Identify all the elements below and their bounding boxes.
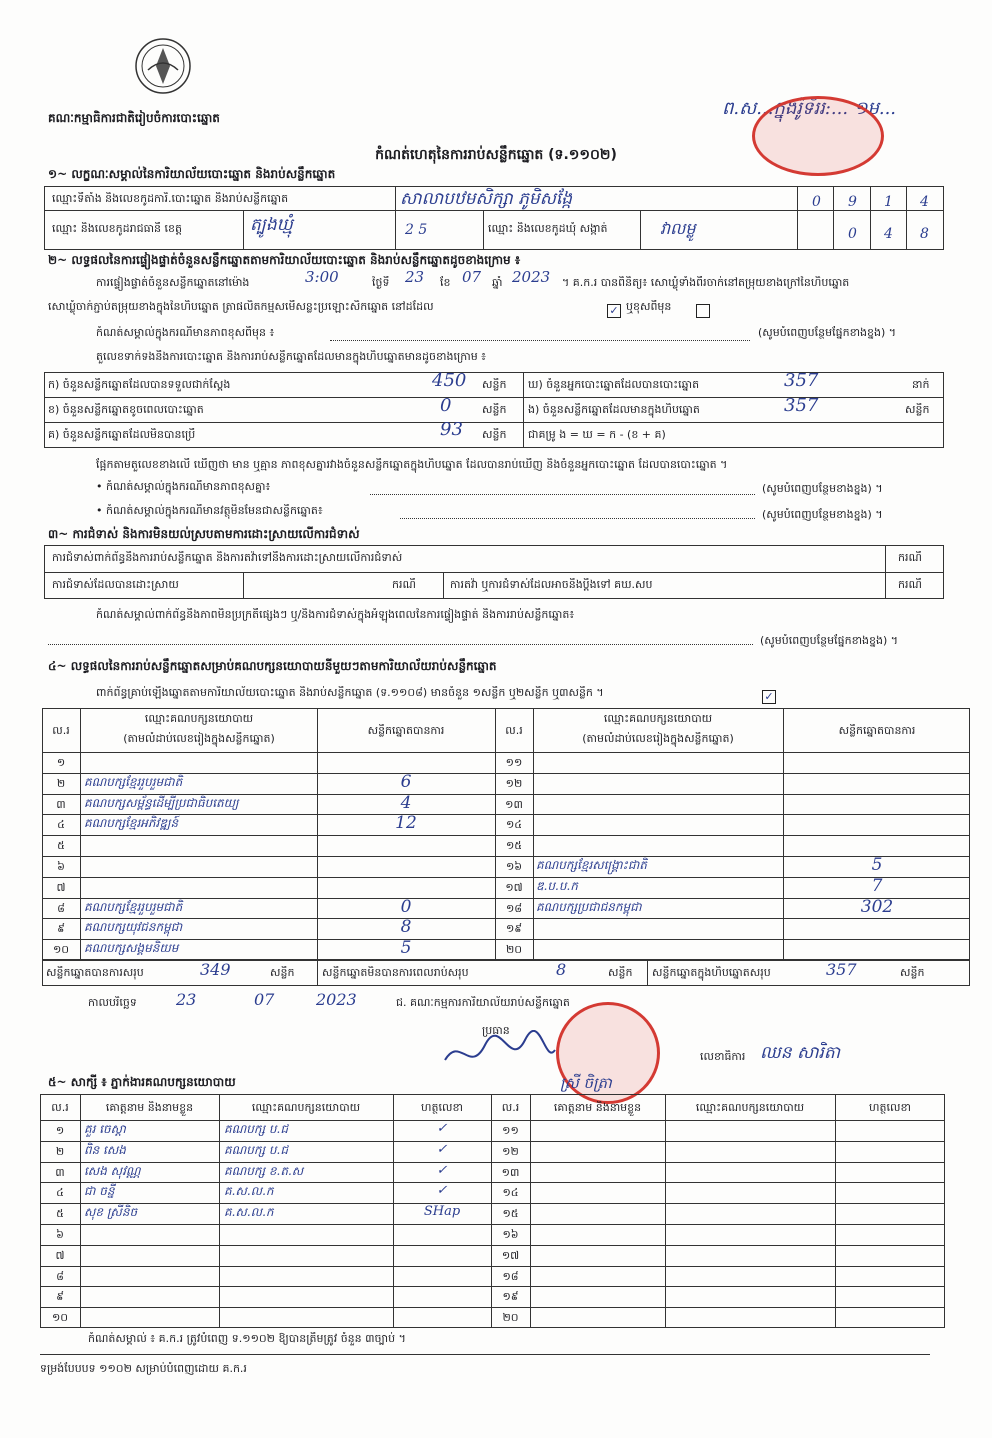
station-code-3: 1 (884, 194, 893, 210)
result-row-party: គណបក្សខ្មែរអភិវឌ្ឍន៍ (84, 816, 179, 831)
result-row-party: គណបក្សយុវជនកម្ពុជា (84, 920, 183, 935)
result-row-no: ២០ (505, 943, 523, 957)
s2-heading: ២~ លទ្ធផលនៃការផ្ទៀងផ្ទាត់ចំនួនសន្លឹកឆ្នោតតាមការិយាល័យបោះឆ្នោត និងរាប់សន្លឹកឆ្នោតដូចខាងក្រោម ៖ (48, 253, 521, 267)
unused-value: 93 (440, 419, 463, 440)
witness-row-no: ១២ (502, 1144, 519, 1158)
witness-col-no: ល.រ (51, 1101, 69, 1114)
form-code: ទម្រង់បែបបទ ១១០២ សម្រាប់បំពេញដោយ គ.ក.រ (40, 1362, 247, 1375)
in-box-unit: សន្លឹក (905, 403, 930, 416)
row-divider (40, 1266, 945, 1267)
result-row-no: ១២ (505, 776, 523, 790)
box-total-unit: សន្លឹក (900, 966, 925, 979)
witness-col-sign: ហត្ថលេខា (421, 1101, 463, 1114)
result-row-no: ១៨ (505, 901, 523, 915)
result-row-no: ១៣ (505, 797, 523, 811)
results-col-votes-2: សន្លឹកឆ្នោតបានការ (838, 724, 916, 737)
secretary-label: លេខាធិការ (700, 1050, 746, 1063)
in-box-value: 357 (784, 395, 819, 416)
form-title: កំណត់ហេតុនៃការរាប់សន្លឹកឆ្នោត (ទ.១១០២) (375, 147, 617, 163)
observation-text: ផ្អែកតាមតួលេខខាងលើ ឃើញថា មាន ឬគ្មាន ភាពខុសគ្នារវាងចំនួនសន្លឹកឆ្នោតក្នុងហិបឆ្នោត ដែលបានរាប់ឃើញ និងចំនួនអ្នកបោះឆ្នោត ដែលបានបោះឆ្នោត ។ (96, 458, 728, 471)
witness-row-name: គួរ ចេស្តា (84, 1122, 126, 1136)
date-month: 07 (254, 990, 275, 1009)
result-row-no: ១១ (505, 756, 523, 769)
result-row-no: ១៦ (505, 860, 523, 873)
date-day: 23 (176, 990, 197, 1009)
diff-note-label: កំណត់សម្គាល់ក្នុងករណីមានភាពខុសពីមុន ៖ (96, 326, 275, 339)
witness-row-name: សុខ ស្រីនិច (84, 1205, 138, 1220)
witness-col-name-2: គោត្តនាម និងនាមខ្លួន (553, 1101, 642, 1114)
box-total: 357 (826, 960, 857, 979)
result-row-no: ១០ (52, 943, 70, 957)
result-row-no: ៣ (56, 797, 66, 811)
secretary-name: ឈន សារិតា (760, 1043, 841, 1063)
result-row-no: ២ (56, 776, 66, 790)
witness-row-no: ១៦ (502, 1228, 519, 1241)
result-row-no: ៦ (57, 860, 65, 873)
s1-heading: ១~ លក្ខណៈសម្គាល់នៃការិយាល័យបោះឆ្នោត និងរាប់សន្លឹកឆ្នោត (48, 167, 336, 181)
verify-text-1: ។ គ.ក.រ បានពិនិត្យ៖ សោឃ្លុំទាំងពីរចាក់នៅតម្រុយខាងក្រៅនៃហិបឆ្នោត (562, 276, 850, 289)
verify-year-label: ឆ្នាំ (492, 276, 503, 289)
witness-row-name: ពិន សេង (84, 1142, 126, 1157)
result-row-no: ៧ (56, 880, 66, 894)
spoiled-label: ខ) ចំនួនសន្លឹកឆ្នោតខូចពេលបោះឆ្នោត (48, 403, 204, 416)
witness-row-no: ៤ (56, 1186, 64, 1200)
valid-total-label: សន្លឹកឆ្នោតបានការសរុប (46, 966, 144, 979)
changed-label: ឬខុសពីមុន (626, 300, 672, 313)
unused-label: គ) ចំនួនសន្លឹកឆ្នោតដែលមិនបានប្រើ (48, 428, 196, 441)
witness-row-no: ៧ (55, 1248, 65, 1262)
commune-value: វាលម្លូ (660, 219, 696, 238)
result-row-votes: 302 (860, 896, 894, 917)
results-col-party: ឈ្មោះគណបក្សនយោបាយ (144, 712, 254, 725)
result-row-votes: 4 (400, 792, 412, 813)
valid-total-unit: សន្លឹក (270, 966, 295, 979)
received-label: ក) ចំនួនសន្លឹកឆ្នោតដែលបានទទួលជាក់ស្តែង (48, 378, 231, 391)
discrepancy-fill: (សូមបំពេញបន្ថែមខាងខ្នង) ។ (762, 482, 883, 495)
witness-col-name: គោត្តនាម និងនាមខ្លួន (105, 1101, 194, 1114)
result-row-party: គណបក្សខ្មែរសង្គ្រោះជាតិ (536, 858, 647, 872)
results-col-party-sub: (តាមលំដាប់លេខរៀងក្នុងសន្លឹកឆ្នោត) (123, 732, 275, 745)
unused-unit: សន្លឹក (482, 428, 507, 441)
voters-value: 357 (784, 370, 819, 391)
witness-row-no: ៥ (56, 1207, 64, 1221)
verify-time-label: ការផ្ទៀងផ្ទាត់ចំនួនសន្លឹកឆ្នោតនៅម៉ោង (96, 276, 250, 289)
date-year: 2023 (316, 990, 357, 1009)
witness-row-no: ៨ (56, 1269, 64, 1283)
commune-code-3: 8 (920, 226, 929, 242)
result-row-no: ១៤ (505, 818, 523, 832)
nec-emblem-icon (130, 36, 196, 96)
result-row-no: ៨ (57, 901, 65, 915)
result-row-no: ១៩ (505, 922, 523, 936)
location-value: សាលាបឋមសិក្សា ភូមិសង្កែ (400, 189, 573, 209)
result-row-no: ៩ (57, 922, 65, 936)
station-code-2: 9 (848, 194, 857, 210)
witness-row-party: គណបក្ស ប.ជ (224, 1122, 288, 1136)
witness-row-party: គណបក្ស ប.ជ (224, 1142, 288, 1157)
witness-row-no: ១៥ (502, 1207, 519, 1221)
chair-name: ស្រី ចិត្រា (560, 1074, 612, 1092)
row-divider (40, 1224, 945, 1225)
changed-checkbox[interactable] (696, 300, 710, 319)
result-row-party: គណបក្សខ្មែររួបរួមជាតិ (84, 899, 183, 914)
result-row-no: ១ (56, 756, 66, 769)
results-col-no: ល.រ (52, 724, 70, 737)
same-checkbox[interactable]: ✓ (607, 300, 621, 319)
chair-signature-icon (440, 1030, 560, 1080)
result-row-party: គណបក្សសង្គមនិយម (84, 941, 179, 956)
witness-row-party: គ.ស.ល.ក (224, 1205, 274, 1220)
witness-row-party: គ.ស.ល.ក (224, 1184, 274, 1199)
witness-row-no: ១៣ (501, 1165, 520, 1179)
verify-month: 07 (462, 268, 482, 286)
in-box-label: ង) ចំនួនសន្លឹកឆ្នោតដែលមានក្នុងហិបឆ្នោត (528, 403, 700, 416)
footnote: កំណត់សម្គាល់ ៖ គ.ក.រ ត្រូវបំពេញ ទ.១១០២ ឱ្យបានត្រឹមត្រូវ ចំនួន ៣ច្បាប់ ។ (88, 1332, 406, 1345)
station-code-4: 4 (920, 194, 929, 210)
witness-row-sign: ✓ (436, 1183, 448, 1199)
date-label: កាលបរិច្ឆេទ (88, 996, 137, 1009)
result-row-no: ១៧ (505, 880, 523, 894)
results-col-party-sub-2: (តាមលំដាប់លេខរៀងក្នុងសន្លឹកឆ្នោត) (582, 732, 734, 745)
result-row-party: គណបក្សខ្មែររួបរួមជាតិ (84, 774, 183, 789)
invalid-total-unit: សន្លឹក (608, 966, 633, 979)
commune-code-1: 0 (848, 226, 857, 242)
objection-case-3: ករណី (898, 578, 922, 591)
commune-code-2: 4 (884, 226, 893, 242)
province-value: ត្បូងឃ្មុំ (250, 215, 293, 235)
result-row-party: គណបក្សប្រជាជនកម្ពុជា (536, 899, 642, 914)
commune-label: ឈ្មោះ និងលេខកូដឃុំ សង្កាត់ (488, 222, 608, 235)
witness-row-no: ១ (55, 1124, 65, 1137)
diff-note-fill: (សូមបំពេញបន្ថែមផ្នែកខាងខ្នង) ។ (758, 326, 897, 339)
invalid-total: 8 (556, 960, 567, 979)
discrepancy-note: • កំណត់សម្គាល់ក្នុងករណីមានភាពខុសគ្នា៖ (96, 480, 271, 493)
objection-row-1: ការជំទាស់ពាក់ព័ន្ធនឹងការរាប់សន្លឹកឆ្នោត និងការតវ៉ាទៅនឹងការដោះស្រាយលើការជំទាស់ (52, 551, 403, 564)
objection-appeal: ការតវ៉ា ឬការជំទាស់ដែលអាចនឹងប្ដឹងទៅ គឃ.សប (450, 578, 653, 591)
spoiled-value: 0 (440, 395, 452, 416)
verify-day-label: ថ្ងៃទី (372, 276, 390, 289)
province-code: 2 5 (405, 222, 428, 238)
verify-day: 23 (405, 268, 425, 286)
row-divider (40, 1307, 945, 1308)
witness-row-name: ជា ចន្នី (84, 1184, 115, 1199)
result-row-no: ៥ (57, 839, 65, 853)
irregularity-fill: (សូមបំពេញបន្ថែមផ្នែកខាងខ្នង) ។ (760, 634, 899, 647)
corner-handwriting: ព.ស...ក្នុងរ៉ូទ័ររ:... ១ម... (722, 98, 897, 119)
objection-case-1: ករណី (898, 551, 922, 564)
irregularity-note: កំណត់សម្គាល់ពាក់ព័ន្ធនឹងភាពមិនប្រក្រតីផ្សេងៗ ឬ/និងការជំទាស់ក្នុងអំឡុងពេលនៃការផ្ទៀងផ្ទាត់ និងការរាប់សន្លឹកឆ្នោត៖ (96, 608, 575, 621)
witness-col-sign-2: ហត្ថលេខា (869, 1101, 911, 1114)
witness-col-no-2: ល.រ (501, 1101, 520, 1114)
s4-heading: ៤~ លទ្ធផលនៃការរាប់សន្លឹកឆ្នោតសម្រាប់គណបក្សនយោបាយនីមួយៗតាមការិយាល័យរាប់សន្លឹកឆ្នោត (48, 659, 497, 673)
results-col-votes: សន្លឹកឆ្នោតបានការ (367, 724, 445, 737)
witness-col-party: ឈ្មោះគណបក្សនយោបាយ (251, 1101, 361, 1114)
witness-row-no: ២ (55, 1144, 65, 1158)
chair-label: ប្រធាន (482, 1024, 510, 1037)
org-name: គណៈកម្មាធិការជាតិរៀបចំការបោះឆ្នោត (48, 111, 220, 125)
result-row-votes: 6 (400, 771, 412, 792)
received-value: 450 (432, 370, 467, 391)
witness-col-party-2: ឈ្មោះគណបក្សនយោបាយ (695, 1101, 805, 1114)
witness-row-no: ៩ (56, 1290, 64, 1304)
result-row-party: ឌ.ប.ប.ក (536, 878, 578, 893)
province-label: ឈ្មោះ និងលេខកូដរាជធានី ខេត្ត (52, 222, 182, 235)
verify-time: 3:00 (305, 268, 339, 286)
box-total-label: សន្លឹកឆ្នោតក្នុងហិបឆ្នោតសរុប (652, 966, 771, 979)
result-row-votes: 12 (395, 813, 417, 834)
witness-row-no: ១១ (502, 1124, 519, 1137)
formula-text: ជាគម្រូ ង = ឃ = ក - (ខ + គ) (528, 428, 666, 441)
result-row-votes: 7 (871, 875, 883, 896)
two-sheets-checkbox[interactable]: ✓ (762, 686, 776, 705)
counts-intro: តួលេខទាក់ទងនឹងការបោះឆ្នោត និងការរាប់សន្លឹកឆ្នោតដែលមានក្នុងហិបឆ្នោតមានដូចខាងក្រោម ៖ (96, 350, 487, 363)
objection-resolved: ការជំទាស់ដែលបានដោះស្រាយ (52, 578, 179, 591)
result-row-votes: 0 (400, 896, 412, 917)
valid-total: 349 (200, 960, 231, 979)
witness-row-no: ១៨ (502, 1269, 519, 1283)
witness-row-no: ៣ (55, 1165, 65, 1179)
verify-year: 2023 (512, 268, 551, 286)
voters-label: ឃ) ចំនួនអ្នកបោះឆ្នោតដែលបានបោះឆ្នោត (528, 378, 700, 391)
witness-row-sign: SHap (423, 1204, 461, 1220)
witness-row-no: ៦ (56, 1228, 64, 1241)
verify-month-label: ខែ (440, 276, 451, 289)
station-code-1: 0 (812, 194, 821, 210)
witness-row-no: ១០ (51, 1311, 69, 1325)
row-divider (40, 1286, 945, 1287)
result-row-votes: 8 (400, 917, 412, 938)
result-row-votes: 5 (871, 855, 883, 875)
witness-row-sign: ✓ (436, 1141, 448, 1157)
witness-row-no: ១៤ (502, 1186, 519, 1200)
s4-intro: ពាក់ព័ន្ធគ្រាប់ឡើងឆ្នោតតាមការិយាល័យបោះឆ្នោត និងរាប់សន្លឹកឆ្នោត (ទ.១១០៨) មានចំនួន ១សន្លឹក ឬ២សន្លឹក ឬ៣សន្លឹក ។ (96, 686, 604, 699)
result-row-no: ១៥ (505, 839, 523, 853)
results-col-party-2: ឈ្មោះគណបក្សនយោបាយ (603, 712, 713, 725)
voters-unit: នាក់ (912, 378, 930, 391)
witness-row-name: សេង សុវណ្ណ (84, 1163, 141, 1178)
witness-row-no: ១៧ (501, 1248, 520, 1262)
s3-heading: ៣~ ការជំទាស់ និងការមិនយល់ស្របតាមការដោះស្រាយលើការជំទាស់ (48, 527, 360, 541)
row-divider (42, 835, 970, 836)
foreign-object-fill: (សូមបំពេញបន្ថែមខាងខ្នង) ។ (762, 508, 883, 521)
witness-row-no: ១៩ (502, 1290, 519, 1304)
invalid-total-label: សន្លឹកឆ្នោតមិនបានការពេលរាប់សរុប (322, 966, 469, 979)
received-unit: សន្លឹក (482, 378, 507, 391)
verify-text-2: សោឃ្លុំចាក់ភ្ជាប់តម្រុយខាងក្នុងនៃហិបឆ្នោត ត្រាផលិតកម្មសមើសន្លះប្រឡោះសិកឆ្នោត នៅដដែល (48, 300, 434, 313)
location-label: ឈ្មោះទីតាំង និងលេខកូដការិ.បោះឆ្នោត និងរាប់សន្លឹកឆ្នោត (52, 192, 289, 205)
s5-heading: ៥~ សាក្សី ៖ ភ្នាក់ងារគណបក្សនយោបាយ (48, 1075, 236, 1089)
row-divider (40, 1245, 945, 1246)
committee-label: ជ. គណៈកម្មការការិយាល័យរាប់សន្លឹកឆ្នោត (396, 996, 570, 1009)
diff-note-line (330, 340, 750, 341)
objection-case-2: ករណី (392, 578, 416, 591)
result-row-no: ៤ (57, 818, 65, 832)
result-row-votes: 5 (400, 938, 412, 959)
foreign-object-note: • កំណត់សម្គាល់ក្នុងករណីមានវត្ថុមិនមែនជាសន្លឹកឆ្នោត៖ (96, 504, 323, 517)
result-row-party: គណបក្សសម្ព័ន្ធដើម្បីប្រជាធិបតេយ្យ (84, 795, 239, 810)
spoiled-unit: សន្លឹក (482, 403, 507, 416)
results-col-no-2: ល.រ (505, 724, 523, 737)
witness-row-no: ២០ (502, 1311, 519, 1325)
witness-row-sign: ✓ (436, 1121, 448, 1136)
witness-row-sign: ✓ (436, 1162, 448, 1178)
witness-row-party: គណបក្ស ខ.ត.ស (224, 1163, 304, 1178)
